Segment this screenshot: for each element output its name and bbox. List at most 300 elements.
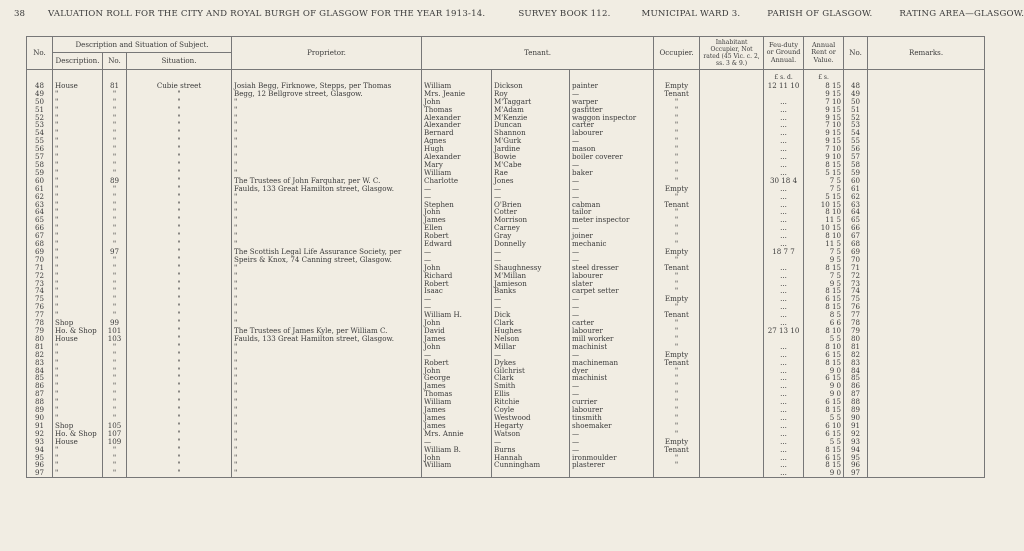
survey-book: SURVEY BOOK 112. <box>518 9 611 19</box>
situation-cell: " <box>127 264 232 272</box>
situation-cell: " <box>127 224 232 232</box>
feu-duty-cell: ... <box>764 343 804 351</box>
occupation-cell: — <box>570 177 654 185</box>
occupation-cell: — <box>570 390 654 398</box>
row-number: 58 <box>27 161 53 169</box>
feu-duty-cell: ... <box>764 129 804 137</box>
row-number: 83 <box>27 359 53 367</box>
street-number-cell: " <box>103 208 127 216</box>
row-number-right: 74 <box>844 287 868 295</box>
row-number-right: 90 <box>844 414 868 422</box>
feu-duty-cell: ... <box>764 406 804 414</box>
tenant-forename-cell: — <box>422 351 492 359</box>
row-number: 49 <box>27 90 53 98</box>
tenant-forename-cell: Ellen <box>422 224 492 232</box>
occupation-cell: machinist <box>570 374 654 382</box>
remarks-cell <box>868 367 985 375</box>
occupier-cell: " <box>654 374 700 382</box>
occupation-cell: — <box>570 382 654 390</box>
annual-value-cell: 9 15 <box>804 114 844 122</box>
row-number: 61 <box>27 185 53 193</box>
occupier-cell: " <box>654 422 700 430</box>
street-number-cell: " <box>103 374 127 382</box>
street-number-cell: " <box>103 153 127 161</box>
col-no-right: No. <box>844 37 868 70</box>
tenant-surname-cell: M'Cabe <box>492 161 570 169</box>
street-number-cell: 105 <box>103 422 127 430</box>
tenant-surname-cell: Dykes <box>492 359 570 367</box>
row-number-right: 86 <box>844 382 868 390</box>
row-number-right: 75 <box>844 295 868 303</box>
situation-cell: " <box>127 461 232 469</box>
description-cell: Shop <box>53 422 103 430</box>
situation-cell: " <box>127 169 232 177</box>
proprietor-cell: " <box>232 193 422 201</box>
feu-duty-cell: ... <box>764 106 804 114</box>
inhabitant-cell <box>700 193 764 201</box>
inhabitant-cell <box>700 280 764 288</box>
remarks-cell <box>868 208 985 216</box>
occupation-cell: labourer <box>570 129 654 137</box>
occupation-cell: — <box>570 438 654 446</box>
situation-cell: " <box>127 232 232 240</box>
street-number-cell: " <box>103 359 127 367</box>
description-cell: House <box>53 438 103 446</box>
row-number-right: 76 <box>844 303 868 311</box>
remarks-cell <box>868 454 985 462</box>
situation-cell: " <box>127 438 232 446</box>
proprietor-cell: Speirs & Knox, 74 Canning street, Glasgow. <box>232 256 422 264</box>
inhabitant-cell <box>700 295 764 303</box>
street-number-cell: " <box>103 367 127 375</box>
row-number: 84 <box>27 367 53 375</box>
occupation-cell: labourer <box>570 327 654 335</box>
tenant-forename-cell: Thomas <box>422 390 492 398</box>
row-number-right: 96 <box>844 461 868 469</box>
tenant-forename-cell: William B. <box>422 446 492 454</box>
row-number-right: 68 <box>844 240 868 248</box>
street-number-cell: " <box>103 232 127 240</box>
description-cell: " <box>53 461 103 469</box>
inhabitant-cell <box>700 161 764 169</box>
tenant-surname-cell: Roy <box>492 90 570 98</box>
proprietor-cell: Begg, 12 Bellgrove street, Glasgow. <box>232 90 422 98</box>
remarks-cell <box>868 161 985 169</box>
occupation-cell: waggon inspector <box>570 114 654 122</box>
situation-cell: " <box>127 90 232 98</box>
description-cell: " <box>53 224 103 232</box>
tenant-surname-cell: — <box>492 256 570 264</box>
occupation-cell <box>570 469 654 477</box>
description-cell: " <box>53 208 103 216</box>
occupier-cell: " <box>654 208 700 216</box>
tenant-surname-cell: Shannon <box>492 129 570 137</box>
situation-cell: " <box>127 311 232 319</box>
remarks-cell <box>868 351 985 359</box>
description-cell: " <box>53 114 103 122</box>
street-number-cell: " <box>103 224 127 232</box>
valuation-table <box>26 36 985 478</box>
feu-duty-cell: ... <box>764 398 804 406</box>
remarks-cell <box>868 114 985 122</box>
proprietor-cell: " <box>232 287 422 295</box>
street-number-cell: " <box>103 272 127 280</box>
street-number-cell: " <box>103 311 127 319</box>
inhabitant-cell <box>700 224 764 232</box>
tenant-forename-cell: William H. <box>422 311 492 319</box>
feu-duty-cell: ... <box>764 121 804 129</box>
occupation-cell: plasterer <box>570 461 654 469</box>
situation-cell: " <box>127 327 232 335</box>
street-number-cell: " <box>103 240 127 248</box>
description-cell: " <box>53 232 103 240</box>
occupier-cell: " <box>654 256 700 264</box>
row-number-right: 70 <box>844 256 868 264</box>
row-number-right: 69 <box>844 248 868 256</box>
tenant-forename-cell: Mary <box>422 161 492 169</box>
proprietor-cell: Faulds, 133 Great Hamilton street, Glasgow. <box>232 335 422 343</box>
tenant-forename-cell: William <box>422 398 492 406</box>
feu-duty-cell: 12 11 10 <box>764 82 804 90</box>
tenant-surname-cell: — <box>492 438 570 446</box>
remarks-cell <box>868 185 985 193</box>
situation-cell: " <box>127 216 232 224</box>
occupier-cell: " <box>654 169 700 177</box>
occupation-cell: boiler coverer <box>570 153 654 161</box>
annual-value-cell: 6 15 <box>804 454 844 462</box>
feu-duty-cell: ... <box>764 145 804 153</box>
row-number-right: 82 <box>844 351 868 359</box>
remarks-cell <box>868 177 985 185</box>
annual-value-cell: 8 15 <box>804 406 844 414</box>
remarks-cell <box>868 272 985 280</box>
tenant-surname-cell: Westwood <box>492 414 570 422</box>
row-number-right: 64 <box>844 208 868 216</box>
inhabitant-cell <box>700 335 764 343</box>
inhabitant-cell <box>700 287 764 295</box>
row-number-right: 78 <box>844 319 868 327</box>
feu-duty-cell: ... <box>764 446 804 454</box>
description-cell: " <box>53 287 103 295</box>
tenant-surname-cell: Coyle <box>492 406 570 414</box>
feu-duty-cell: ... <box>764 303 804 311</box>
inhabitant-cell <box>700 272 764 280</box>
tenant-surname-cell: M'Gurk <box>492 137 570 145</box>
inhabitant-cell <box>700 256 764 264</box>
tenant-surname-cell: Jones <box>492 177 570 185</box>
remarks-cell <box>868 264 985 272</box>
occupier-cell: " <box>654 224 700 232</box>
occupier-cell: " <box>654 272 700 280</box>
parish: PARISH OF GLASGOW. <box>767 9 873 19</box>
tenant-surname-cell: Cunningham <box>492 461 570 469</box>
tenant-forename-cell: John <box>422 367 492 375</box>
inhabitant-cell <box>700 351 764 359</box>
proprietor-cell: " <box>232 114 422 122</box>
occupier-cell: " <box>654 327 700 335</box>
row-number: 76 <box>27 303 53 311</box>
occupier-cell: Empty <box>654 438 700 446</box>
description-cell: " <box>53 193 103 201</box>
feu-duty-cell: ... <box>764 287 804 295</box>
remarks-cell <box>868 137 985 145</box>
tenant-forename-cell: Isaac <box>422 287 492 295</box>
annual-value-cell: 9 0 <box>804 367 844 375</box>
street-number-cell: " <box>103 137 127 145</box>
row-number: 66 <box>27 224 53 232</box>
remarks-cell <box>868 240 985 248</box>
occupation-cell: — <box>570 311 654 319</box>
street-number-cell: 103 <box>103 335 127 343</box>
tenant-surname-cell: Donnelly <box>492 240 570 248</box>
row-number-right: 52 <box>844 114 868 122</box>
feu-duty-cell: ... <box>764 240 804 248</box>
tenant-surname-cell <box>492 469 570 477</box>
proprietor-cell: " <box>232 469 422 477</box>
remarks-cell <box>868 280 985 288</box>
feu-duty-cell: ... <box>764 201 804 209</box>
proprietor-cell: " <box>232 280 422 288</box>
occupier-cell: " <box>654 137 700 145</box>
annual-value-cell: 11 5 <box>804 216 844 224</box>
feu-duty-cell: ... <box>764 280 804 288</box>
description-cell: " <box>53 272 103 280</box>
situation-cell: " <box>127 193 232 201</box>
occupation-cell: joiner <box>570 232 654 240</box>
row-number: 48 <box>27 82 53 90</box>
tenant-forename-cell: David <box>422 327 492 335</box>
row-number: 55 <box>27 137 53 145</box>
row-number-right: 97 <box>844 469 868 477</box>
occupier-cell: " <box>654 287 700 295</box>
inhabitant-cell <box>700 106 764 114</box>
street-number-cell: 99 <box>103 319 127 327</box>
row-number: 59 <box>27 169 53 177</box>
row-number: 75 <box>27 295 53 303</box>
inhabitant-cell <box>700 390 764 398</box>
row-number-right: 83 <box>844 359 868 367</box>
annual-value-cell: 6 15 <box>804 398 844 406</box>
col-occupier: Occupier. <box>654 37 700 70</box>
feu-duty-cell: ... <box>764 114 804 122</box>
proprietor-cell: " <box>232 272 422 280</box>
tenant-forename-cell: James <box>422 422 492 430</box>
street-number-cell: 101 <box>103 327 127 335</box>
col-no: No. <box>27 37 53 70</box>
remarks-cell <box>868 319 985 327</box>
occupation-cell: — <box>570 256 654 264</box>
inhabitant-cell <box>700 454 764 462</box>
occupation-cell: — <box>570 295 654 303</box>
tenant-surname-cell: — <box>492 193 570 201</box>
annual-value-cell: 8 10 <box>804 343 844 351</box>
occupier-cell: " <box>654 106 700 114</box>
col-description-group: Description and Situation of Subject. <box>53 37 232 53</box>
row-number-right: 79 <box>844 327 868 335</box>
occupation-cell: mason <box>570 145 654 153</box>
proprietor-cell: " <box>232 319 422 327</box>
description-cell: " <box>53 106 103 114</box>
tenant-surname-cell: Gray <box>492 232 570 240</box>
occupation-cell: — <box>570 193 654 201</box>
description-cell: House <box>53 82 103 90</box>
proprietor-cell: " <box>232 367 422 375</box>
situation-cell: " <box>127 382 232 390</box>
occupation-cell: — <box>570 303 654 311</box>
situation-cell: " <box>127 295 232 303</box>
street-number-cell: " <box>103 114 127 122</box>
inhabitant-cell <box>700 153 764 161</box>
annual-value-cell: 8 15 <box>804 82 844 90</box>
street-number-cell: " <box>103 90 127 98</box>
tenant-surname-cell: — <box>492 351 570 359</box>
annual-value-cell: 6 15 <box>804 374 844 382</box>
remarks-cell <box>868 335 985 343</box>
description-cell: " <box>53 161 103 169</box>
annual-value-cell: 8 15 <box>804 264 844 272</box>
occupier-cell: " <box>654 232 700 240</box>
feu-duty-cell: ... <box>764 169 804 177</box>
situation-cell: " <box>127 367 232 375</box>
street-number-cell: " <box>103 98 127 106</box>
occupier-cell: " <box>654 319 700 327</box>
annual-value-cell: 9 5 <box>804 256 844 264</box>
occupation-cell: meter inspector <box>570 216 654 224</box>
inhabitant-cell <box>700 145 764 153</box>
feu-duty-cell: ... <box>764 382 804 390</box>
situation-cell: " <box>127 430 232 438</box>
situation-cell: Cubie street <box>127 82 232 90</box>
annual-value-cell: 7 5 <box>804 177 844 185</box>
proprietor-cell: " <box>232 169 422 177</box>
row-number: 70 <box>27 256 53 264</box>
annual-value-cell: 7 10 <box>804 145 844 153</box>
row-number: 85 <box>27 374 53 382</box>
description-cell: " <box>53 248 103 256</box>
annual-value-cell: 8 5 <box>804 311 844 319</box>
row-number-right: 95 <box>844 454 868 462</box>
description-cell: " <box>53 374 103 382</box>
occupier-cell: " <box>654 114 700 122</box>
proprietor-cell: " <box>232 232 422 240</box>
row-number-right: 60 <box>844 177 868 185</box>
description-cell: " <box>53 469 103 477</box>
row-number: 91 <box>27 422 53 430</box>
street-number-cell: " <box>103 280 127 288</box>
occupation-cell: slater <box>570 280 654 288</box>
feu-units: £ s. d. <box>764 70 804 82</box>
row-number: 77 <box>27 311 53 319</box>
annual-value-cell: 10 15 <box>804 201 844 209</box>
proprietor-cell: " <box>232 343 422 351</box>
tenant-surname-cell: Smith <box>492 382 570 390</box>
row-number-right: 61 <box>844 185 868 193</box>
feu-duty-cell: ... <box>764 351 804 359</box>
inhabitant-cell <box>700 446 764 454</box>
proprietor-cell: " <box>232 311 422 319</box>
annual-units: £ s. <box>804 70 844 82</box>
street-number-cell: " <box>103 264 127 272</box>
occupation-cell: — <box>570 430 654 438</box>
row-number-right: 62 <box>844 193 868 201</box>
feu-duty-cell: ... <box>764 461 804 469</box>
occupation-cell: labourer <box>570 272 654 280</box>
row-number-right: 63 <box>844 201 868 209</box>
tenant-forename-cell: John <box>422 319 492 327</box>
row-number-right: 58 <box>844 161 868 169</box>
occupation-cell: steel dresser <box>570 264 654 272</box>
annual-value-cell: 5 5 <box>804 335 844 343</box>
row-number-right: 51 <box>844 106 868 114</box>
inhabitant-cell <box>700 422 764 430</box>
street-number-cell: " <box>103 287 127 295</box>
proprietor-cell: " <box>232 359 422 367</box>
inhabitant-cell <box>700 311 764 319</box>
tenant-forename-cell: Agnes <box>422 137 492 145</box>
inhabitant-cell <box>700 216 764 224</box>
tenant-forename-cell: — <box>422 256 492 264</box>
tenant-forename-cell: — <box>422 295 492 303</box>
occupation-cell: ironmoulder <box>570 454 654 462</box>
occupation-cell: dyer <box>570 367 654 375</box>
tenant-surname-cell: — <box>492 185 570 193</box>
row-number-right: 92 <box>844 430 868 438</box>
row-number-right: 80 <box>844 335 868 343</box>
occupier-cell: " <box>654 414 700 422</box>
occupier-cell: " <box>654 406 700 414</box>
row-number: 82 <box>27 351 53 359</box>
street-number-cell: " <box>103 414 127 422</box>
annual-value-cell: 8 15 <box>804 287 844 295</box>
remarks-cell <box>868 106 985 114</box>
occupation-cell: tinsmith <box>570 414 654 422</box>
inhabitant-cell <box>700 319 764 327</box>
row-number: 96 <box>27 461 53 469</box>
occupation-cell: — <box>570 446 654 454</box>
occupation-cell: — <box>570 137 654 145</box>
inhabitant-cell <box>700 374 764 382</box>
situation-cell: " <box>127 398 232 406</box>
tenant-forename-cell: John <box>422 343 492 351</box>
annual-value-cell: 8 15 <box>804 359 844 367</box>
street-number-cell: " <box>103 295 127 303</box>
row-number-right: 55 <box>844 137 868 145</box>
col-proprietor: Proprietor. <box>232 37 422 70</box>
street-number-cell: " <box>103 201 127 209</box>
proprietor-cell: " <box>232 264 422 272</box>
inhabitant-cell <box>700 343 764 351</box>
tenant-surname-cell: O'Brien <box>492 201 570 209</box>
situation-cell: " <box>127 98 232 106</box>
remarks-cell <box>868 446 985 454</box>
feu-duty-cell: ... <box>764 422 804 430</box>
tenant-forename-cell: William <box>422 461 492 469</box>
tenant-surname-cell: Morrison <box>492 216 570 224</box>
inhabitant-cell <box>700 359 764 367</box>
situation-cell: " <box>127 256 232 264</box>
proprietor-cell: " <box>232 414 422 422</box>
street-number-cell: " <box>103 390 127 398</box>
occupier-cell: " <box>654 121 700 129</box>
col-tenant: Tenant. <box>422 37 654 70</box>
row-number: 67 <box>27 232 53 240</box>
situation-cell: " <box>127 240 232 248</box>
occupation-cell: — <box>570 224 654 232</box>
tenant-surname-cell: Ritchie <box>492 398 570 406</box>
situation-cell: " <box>127 414 232 422</box>
tenant-forename-cell: James <box>422 216 492 224</box>
annual-value-cell: 6 10 <box>804 422 844 430</box>
